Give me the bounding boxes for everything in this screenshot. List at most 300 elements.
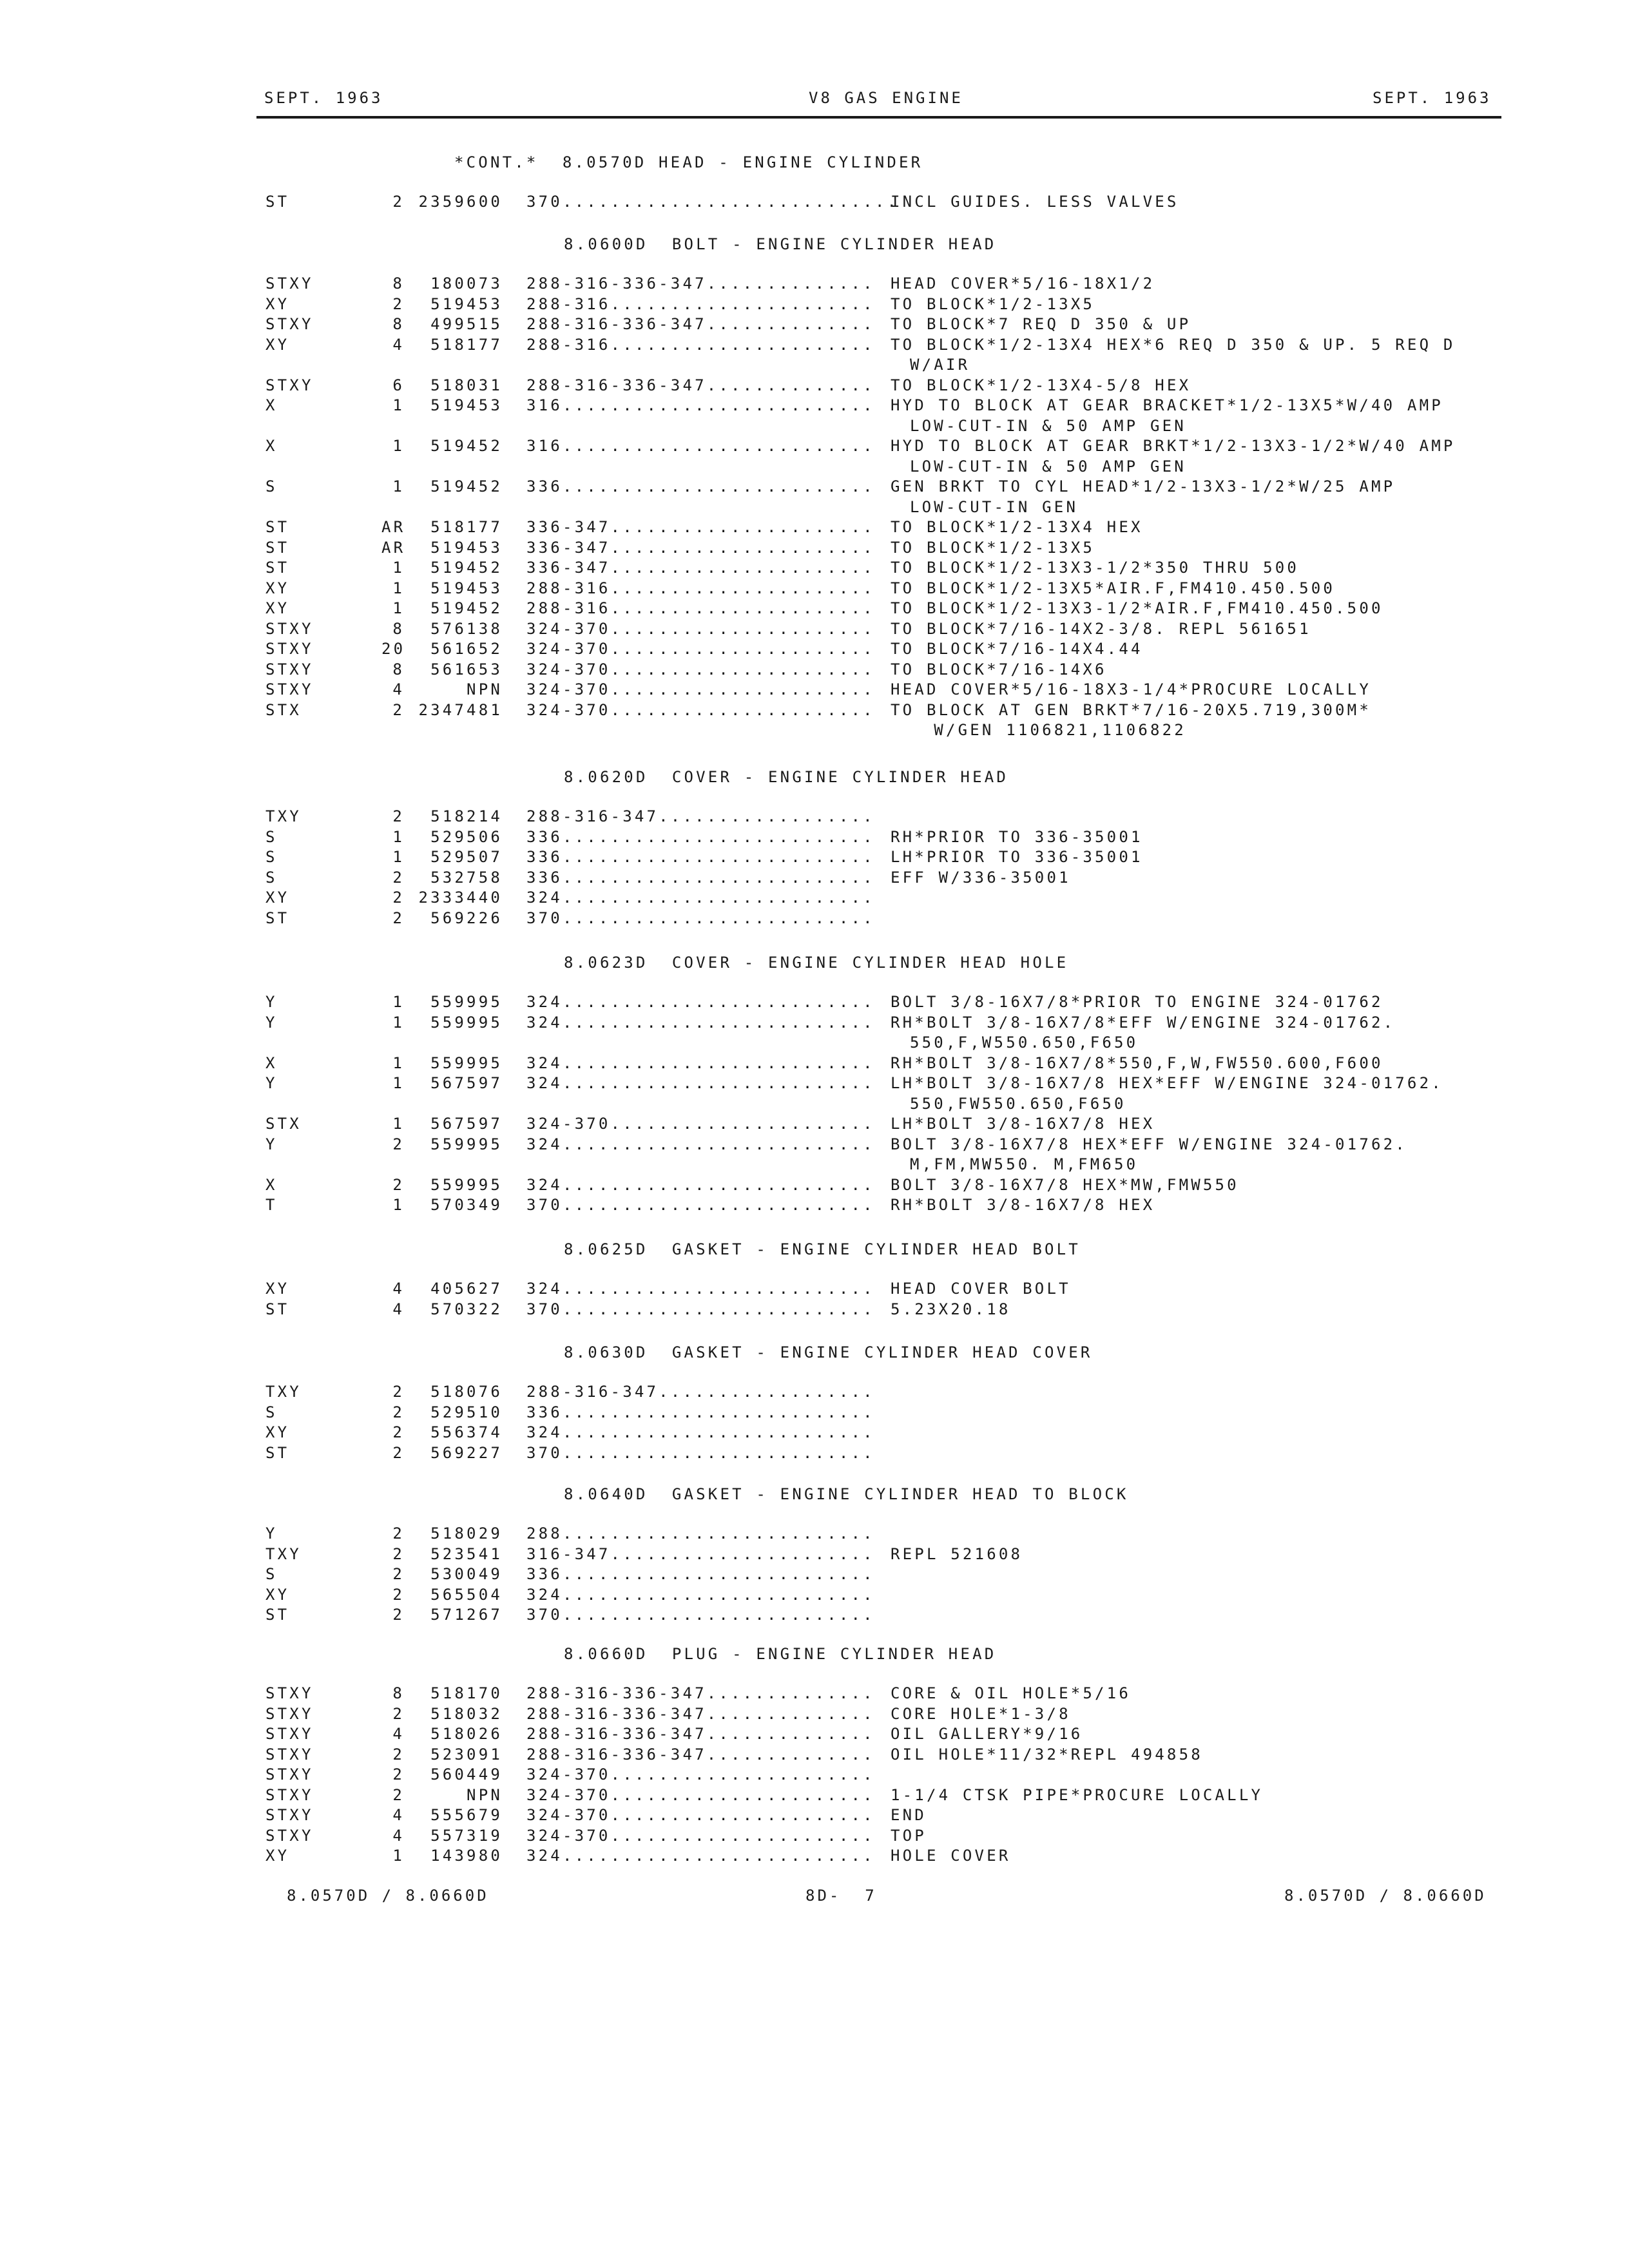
section-heading: 8.0660D PLUG - ENGINE CYLINDER HEAD: [564, 1645, 997, 1663]
part-number: 518177: [430, 518, 503, 536]
quantity: 2: [392, 1585, 405, 1604]
quantity: 2: [392, 868, 405, 887]
part-row-continuation: [265, 457, 1490, 476]
quantity: 1: [392, 1053, 405, 1072]
part-number: 519453: [430, 538, 503, 557]
part-row: [265, 660, 1490, 679]
part-number: 567597: [430, 1115, 503, 1133]
quantity: 1: [392, 1013, 405, 1032]
serial-range: 324-370......................: [526, 1806, 875, 1824]
description: TO BLOCK AT GEN BRKT*7/16-20X5.719,300M*: [891, 700, 1371, 719]
serial-range: 288-316......................: [526, 599, 875, 617]
part-number: 518031: [430, 376, 503, 394]
serial-range: 324-370......................: [526, 619, 875, 638]
section-heading: *CONT.* 8.0570D HEAD - ENGINE CYLINDER: [454, 153, 923, 171]
model-code: XY: [265, 1585, 290, 1604]
header-right: SEPT. 1963: [1373, 89, 1492, 107]
part-number: 532758: [430, 868, 503, 887]
part-number: 519453: [430, 579, 503, 597]
description: TO BLOCK*1/2-13X4 HEX: [891, 518, 1143, 536]
model-code: STXY: [265, 1826, 314, 1845]
part-number: 499515: [430, 315, 503, 333]
model-code: XY: [265, 1423, 290, 1441]
serial-range: 288-316-336-347..............: [526, 376, 875, 394]
quantity: 1: [392, 848, 405, 866]
model-code: ST: [265, 193, 290, 211]
part-number: 523091: [430, 1745, 503, 1763]
serial-range: 336..........................: [526, 827, 875, 846]
description: TO BLOCK*7 REQ D 350 & UP: [891, 315, 1191, 333]
model-code: ST: [265, 538, 290, 557]
serial-range: 324..........................: [526, 1135, 875, 1153]
part-number: 519453: [430, 294, 503, 313]
part-row: [265, 294, 1490, 314]
part-row: [265, 1745, 1490, 1764]
model-code: S: [265, 1403, 278, 1421]
model-code: STXY: [265, 376, 314, 394]
serial-range: 336-347......................: [526, 538, 875, 557]
quantity: 1: [392, 437, 405, 455]
description-continuation: W/GEN 1106821,1106822: [910, 721, 1186, 739]
part-row: [265, 680, 1490, 699]
part-number: 405627: [430, 1280, 503, 1298]
quantity: 2: [392, 193, 405, 211]
model-code: TXY: [265, 807, 302, 825]
part-number: 571267: [430, 1606, 503, 1624]
model-code: X: [265, 1175, 278, 1194]
description: RH*BOLT 3/8-16X7/8*550,F,W,FW550.600,F600: [891, 1053, 1383, 1072]
model-code: Y: [265, 1135, 278, 1153]
model-code: T: [265, 1196, 278, 1214]
model-code: S: [265, 477, 278, 495]
quantity: 2: [392, 1704, 405, 1723]
serial-range: 324..........................: [526, 993, 875, 1011]
serial-range: 370..........................: [526, 1196, 875, 1214]
part-row: [265, 888, 1490, 907]
description: CORE HOLE*1-3/8: [891, 1704, 1071, 1723]
part-number: 567597: [430, 1074, 503, 1092]
part-number: 519452: [430, 437, 503, 455]
model-code: ST: [265, 1443, 290, 1462]
serial-range: 336..........................: [526, 1565, 875, 1583]
serial-range: 370..........................: [526, 1300, 875, 1318]
model-code: STXY: [265, 640, 314, 658]
part-number: 2333440: [418, 889, 503, 907]
serial-range: 336..........................: [526, 848, 875, 866]
part-row: [265, 1826, 1490, 1845]
quantity: 2: [392, 889, 405, 907]
part-row: [265, 992, 1490, 1012]
part-number: 529506: [430, 827, 503, 846]
serial-range: 288-316-336-347..............: [526, 274, 875, 293]
part-number: 2347481: [418, 700, 503, 719]
description: HEAD COVER*5/16-18X3-1/4*PROCURE LOCALLY: [891, 680, 1371, 698]
serial-range: 288-316......................: [526, 335, 875, 354]
description: RH*PRIOR TO 336-35001: [891, 827, 1143, 846]
part-row-continuation: [265, 1094, 1490, 1113]
quantity: 2: [392, 1403, 405, 1421]
description: RH*BOLT 3/8-16X7/8 HEX: [891, 1196, 1155, 1214]
part-number: 557319: [430, 1826, 503, 1845]
part-number: 180073: [430, 274, 503, 293]
quantity: 4: [392, 335, 405, 354]
part-row: [265, 396, 1490, 415]
quantity: 8: [392, 1684, 405, 1702]
model-code: STXY: [265, 1684, 314, 1702]
part-number: 556374: [430, 1423, 503, 1441]
model-code: STXY: [265, 1785, 314, 1804]
model-code: S: [265, 868, 278, 887]
quantity: 2: [392, 908, 405, 927]
description: TO BLOCK*1/2-13X4-5/8 HEX: [891, 376, 1191, 394]
description: LH*PRIOR TO 336-35001: [891, 848, 1143, 866]
description-continuation: 550,FW550.650,F650: [910, 1094, 1126, 1113]
part-row: [265, 1684, 1490, 1703]
model-code: XY: [265, 599, 290, 617]
quantity: 2: [392, 1423, 405, 1441]
part-row: [265, 1524, 1490, 1543]
quantity: 2: [392, 1745, 405, 1763]
model-code: X: [265, 437, 278, 455]
quantity: 4: [392, 1806, 405, 1824]
part-row: [265, 517, 1490, 537]
part-number: 570349: [430, 1196, 503, 1214]
description: TO BLOCK*7/16-14X6: [891, 660, 1107, 678]
model-code: XY: [265, 579, 290, 597]
quantity: 4: [392, 1280, 405, 1298]
quantity: 4: [392, 1826, 405, 1845]
part-number: 518032: [430, 1704, 503, 1723]
quantity: 8: [392, 619, 405, 638]
section-heading: 8.0640D GASKET - ENGINE CYLINDER HEAD TO BLOCK: [564, 1485, 1129, 1503]
section-heading: 8.0630D GASKET - ENGINE CYLINDER HEAD COVER: [564, 1343, 1093, 1361]
description-continuation: LOW-CUT-IN & 50 AMP GEN: [910, 457, 1186, 476]
serial-range: 288-316-336-347..............: [526, 1684, 875, 1702]
model-code: ST: [265, 1300, 290, 1318]
quantity: 4: [392, 1725, 405, 1743]
part-row-continuation: [265, 720, 1490, 740]
model-code: STXY: [265, 619, 314, 638]
description: INCL GUIDES. LESS VALVES: [891, 193, 1179, 211]
part-row: [265, 1785, 1490, 1805]
model-code: STX: [265, 1115, 302, 1133]
part-number: 523541: [430, 1544, 503, 1563]
part-row: [265, 619, 1490, 639]
serial-range: 324..........................: [526, 1847, 875, 1865]
part-row: [265, 436, 1490, 456]
part-row: [265, 1805, 1490, 1825]
serial-range: 316-347......................: [526, 1544, 875, 1563]
quantity: 2: [392, 1565, 405, 1583]
description: RH*BOLT 3/8-16X7/8*EFF W/ENGINE 324-01762.: [891, 1013, 1396, 1032]
part-row: [265, 1175, 1490, 1195]
part-row: [265, 1765, 1490, 1784]
quantity: AR: [381, 518, 406, 536]
part-row: [265, 807, 1490, 826]
serial-range: 370............................: [526, 193, 900, 211]
part-row: [265, 1382, 1490, 1401]
part-row: [265, 192, 1490, 211]
description: HOLE COVER: [891, 1847, 1011, 1865]
serial-range: 370..........................: [526, 1443, 875, 1462]
description-continuation: LOW-CUT-IN GEN: [910, 497, 1079, 516]
description: EFF W/336-35001: [891, 868, 1071, 887]
quantity: 1: [392, 1196, 405, 1214]
description: TOP: [891, 1826, 927, 1845]
serial-range: 324..........................: [526, 1280, 875, 1298]
part-number: 529510: [430, 1403, 503, 1421]
serial-range: 288-316-347..................: [526, 1383, 875, 1401]
part-row: [265, 477, 1490, 496]
quantity: 2: [392, 1175, 405, 1194]
part-row: [265, 1846, 1490, 1865]
model-code: Y: [265, 993, 278, 1011]
description: END: [891, 1806, 927, 1824]
serial-range: 288-316-347..................: [526, 807, 875, 825]
quantity: 2: [392, 807, 405, 825]
serial-range: 324-370......................: [526, 1826, 875, 1845]
part-row: [265, 274, 1490, 293]
part-number: 569226: [430, 908, 503, 927]
model-code: Y: [265, 1074, 278, 1092]
part-number: 559995: [430, 1013, 503, 1032]
part-row: [265, 1135, 1490, 1154]
part-row-continuation: [265, 1033, 1490, 1052]
part-row: [265, 1195, 1490, 1215]
quantity: 2: [392, 1135, 405, 1153]
quantity: 1: [392, 477, 405, 495]
part-row: [265, 639, 1490, 658]
part-number: 143980: [430, 1847, 503, 1865]
description: TO BLOCK*1/2-13X3-1/2*AIR.F,FM410.450.500: [891, 599, 1383, 617]
part-number: 576138: [430, 619, 503, 638]
part-row: [265, 1544, 1490, 1564]
quantity: 2: [392, 1785, 405, 1804]
description-continuation: 550,F,W550.650,F650: [910, 1033, 1139, 1052]
part-number: 519453: [430, 396, 503, 414]
serial-range: 336..........................: [526, 477, 875, 495]
part-number: 518029: [430, 1524, 503, 1542]
model-code: ST: [265, 559, 290, 577]
description: BOLT 3/8-16X7/8 HEX*EFF W/ENGINE 324-01762.: [891, 1135, 1407, 1153]
part-row: [265, 1443, 1490, 1463]
part-row: [265, 1724, 1490, 1744]
quantity: 6: [392, 376, 405, 394]
model-code: ST: [265, 1606, 290, 1624]
part-number: 518026: [430, 1725, 503, 1743]
part-number: 559995: [430, 1053, 503, 1072]
quantity: 8: [392, 660, 405, 678]
part-number: 570322: [430, 1300, 503, 1318]
part-row: [265, 376, 1490, 395]
part-number: 519452: [430, 477, 503, 495]
section-heading: 8.0623D COVER - ENGINE CYLINDER HEAD HOLE: [564, 954, 1069, 972]
model-code: XY: [265, 889, 290, 907]
serial-range: 324-370......................: [526, 1115, 875, 1133]
part-row: [265, 1073, 1490, 1093]
footer-left: 8.0570D / 8.0660D: [287, 1887, 489, 1905]
model-code: STXY: [265, 1704, 314, 1723]
quantity: AR: [381, 538, 406, 557]
model-code: STXY: [265, 680, 314, 698]
serial-range: 324-370......................: [526, 1765, 875, 1783]
part-number: NPN: [467, 1785, 503, 1804]
description: HEAD COVER BOLT: [891, 1280, 1071, 1298]
description: TO BLOCK*1/2-13X5: [891, 538, 1095, 557]
description: TO BLOCK*1/2-13X3-1/2*350 THRU 500: [891, 559, 1300, 577]
quantity: 1: [392, 993, 405, 1011]
quantity: 1: [392, 827, 405, 846]
model-code: STXY: [265, 315, 314, 333]
part-row: [265, 700, 1490, 720]
serial-range: 370..........................: [526, 908, 875, 927]
part-row-continuation: [265, 497, 1490, 517]
description: LH*BOLT 3/8-16X7/8 HEX: [891, 1115, 1155, 1133]
quantity: 1: [392, 396, 405, 414]
quantity: 2: [392, 1606, 405, 1624]
part-number: 569227: [430, 1443, 503, 1462]
part-number: NPN: [467, 680, 503, 698]
description-continuation: LOW-CUT-IN & 50 AMP GEN: [910, 416, 1186, 435]
model-code: STXY: [265, 1806, 314, 1824]
serial-range: 324-370......................: [526, 700, 875, 719]
description: CORE & OIL HOLE*5/16: [891, 1684, 1131, 1702]
serial-range: 288-316......................: [526, 294, 875, 313]
part-row: [265, 1300, 1490, 1319]
description: BOLT 3/8-16X7/8 HEX*MW,FMW550: [891, 1175, 1239, 1194]
description: TO BLOCK*7/16-14X4.44: [891, 640, 1143, 658]
serial-range: 316..........................: [526, 396, 875, 414]
part-row-continuation: [265, 355, 1490, 374]
serial-range: 336..........................: [526, 868, 875, 887]
description: OIL HOLE*11/32*REPL 494858: [891, 1745, 1203, 1763]
model-code: STX: [265, 700, 302, 719]
part-number: 518076: [430, 1383, 503, 1401]
description: LH*BOLT 3/8-16X7/8 HEX*EFF W/ENGINE 324-01762.: [891, 1074, 1443, 1092]
quantity: 2: [392, 1544, 405, 1563]
description-continuation: M,FM,MW550. M,FM650: [910, 1155, 1139, 1173]
serial-range: 324-370......................: [526, 660, 875, 678]
serial-range: 288-316-336-347..............: [526, 1745, 875, 1763]
part-row: [265, 1423, 1490, 1442]
description-continuation: W/AIR: [910, 356, 970, 374]
model-code: STXY: [265, 1765, 314, 1783]
part-row: [265, 538, 1490, 557]
serial-range: 324..........................: [526, 1423, 875, 1441]
serial-range: 324..........................: [526, 889, 875, 907]
quantity: 2: [392, 1443, 405, 1462]
serial-range: 336-347......................: [526, 559, 875, 577]
quantity: 2: [392, 1765, 405, 1783]
description: HEAD COVER*5/16-18X1/2: [891, 274, 1155, 293]
serial-range: 324-370......................: [526, 680, 875, 698]
part-row: [265, 1564, 1490, 1584]
serial-range: 324..........................: [526, 1013, 875, 1032]
model-code: STXY: [265, 1725, 314, 1743]
serial-range: 324..........................: [526, 1175, 875, 1194]
part-row: [265, 335, 1490, 354]
quantity: 4: [392, 680, 405, 698]
serial-range: 324-370......................: [526, 1785, 875, 1804]
description: TO BLOCK*1/2-13X5: [891, 294, 1095, 313]
model-code: XY: [265, 1847, 290, 1865]
part-row: [265, 1704, 1490, 1724]
serial-range: 324-370......................: [526, 640, 875, 658]
part-row: [265, 1605, 1490, 1624]
part-row: [265, 1053, 1490, 1073]
part-row: [265, 1585, 1490, 1604]
quantity: 2: [392, 294, 405, 313]
part-row: [265, 314, 1490, 334]
model-code: X: [265, 396, 278, 414]
quantity: 1: [392, 559, 405, 577]
part-row: [265, 847, 1490, 867]
model-code: ST: [265, 518, 290, 536]
part-number: 530049: [430, 1565, 503, 1583]
part-number: 559995: [430, 1175, 503, 1194]
model-code: TXY: [265, 1383, 302, 1401]
part-number: 561652: [430, 640, 503, 658]
part-number: 518170: [430, 1684, 503, 1702]
serial-range: 288-316-336-347..............: [526, 1704, 875, 1723]
model-code: STXY: [265, 1745, 314, 1763]
description: TO BLOCK*1/2-13X4 HEX*6 REQ D 350 & UP. 5 REQ D: [891, 335, 1456, 354]
quantity: 20: [381, 640, 406, 658]
description: HYD TO BLOCK AT GEAR BRACKET*1/2-13X5*W/40 AMP: [891, 396, 1443, 414]
description: TO BLOCK*1/2-13X5*AIR.F,FM410.450.500: [891, 579, 1336, 597]
serial-range: 324..........................: [526, 1053, 875, 1072]
quantity: 1: [392, 1847, 405, 1865]
quantity: 8: [392, 315, 405, 333]
part-row: [265, 1114, 1490, 1133]
serial-range: 324..........................: [526, 1585, 875, 1604]
model-code: S: [265, 1565, 278, 1583]
footer-right: 8.0570D / 8.0660D: [1284, 1887, 1487, 1905]
part-number: 561653: [430, 660, 503, 678]
part-number: 519452: [430, 599, 503, 617]
serial-range: 288-316......................: [526, 579, 875, 597]
serial-range: 316..........................: [526, 437, 875, 455]
part-number: 529507: [430, 848, 503, 866]
header-rule: [256, 116, 1501, 119]
quantity: 2: [392, 1383, 405, 1401]
part-number: 555679: [430, 1806, 503, 1824]
part-number: 2359600: [418, 193, 503, 211]
header-center: V8 GAS ENGINE: [809, 89, 963, 107]
description: TO BLOCK*7/16-14X2-3/8. REPL 561651: [891, 619, 1311, 638]
serial-range: 324..........................: [526, 1074, 875, 1092]
part-row-continuation: [265, 1155, 1490, 1174]
part-row: [265, 1279, 1490, 1298]
description: 5.23X20.18: [891, 1300, 1011, 1318]
description: OIL GALLERY*9/16: [891, 1725, 1083, 1743]
section-heading: 8.0620D COVER - ENGINE CYLINDER HEAD: [564, 768, 1009, 786]
model-code: S: [265, 848, 278, 866]
description: GEN BRKT TO CYL HEAD*1/2-13X3-1/2*W/25 AMP: [891, 477, 1396, 495]
model-code: TXY: [265, 1544, 302, 1563]
part-number: 518214: [430, 807, 503, 825]
quantity: 1: [392, 1074, 405, 1092]
description: HYD TO BLOCK AT GEAR BRKT*1/2-13X3-1/2*W/40 AMP: [891, 437, 1456, 455]
description: REPL 521608: [891, 1544, 1023, 1563]
section-heading: 8.0600D BOLT - ENGINE CYLINDER HEAD: [564, 235, 997, 253]
serial-range: 370..........................: [526, 1606, 875, 1624]
part-row: [265, 908, 1490, 928]
section-heading: 8.0625D GASKET - ENGINE CYLINDER HEAD BOLT: [564, 1240, 1081, 1258]
part-row: [265, 558, 1490, 577]
quantity: 1: [392, 579, 405, 597]
model-code: STXY: [265, 274, 314, 293]
